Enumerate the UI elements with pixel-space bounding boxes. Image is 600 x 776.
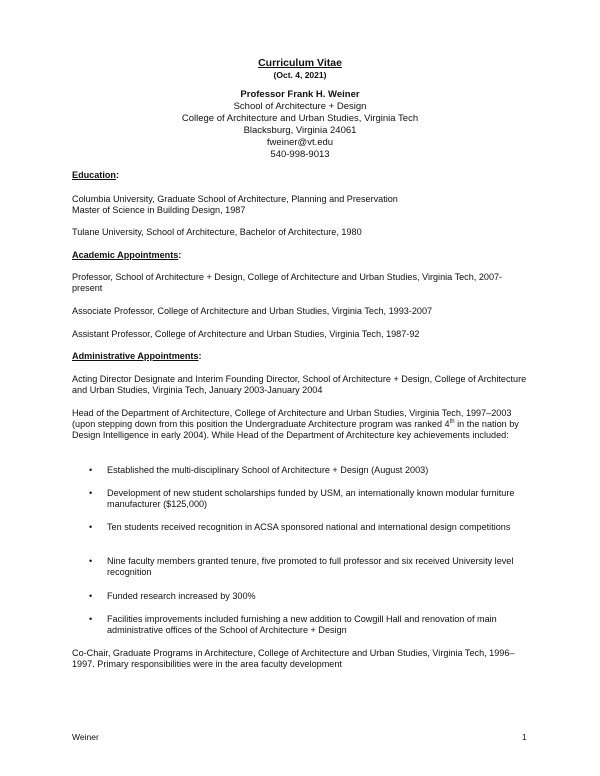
achievements-list [72,591,532,602]
list-item: • Funded research increased by 300% [72,591,532,602]
list-item: • Ten students received recognition in ACSA sponsored national and international design competitions [72,522,532,533]
page-number: 1 [522,732,527,742]
person-name: Professor Frank H. Weiner [240,89,360,100]
academic-entry-text: Professor, School of Architecture + Design, College of Architecture and Urban Studies, Virginia Tech, 2007-present [72,272,503,294]
achievements-list [72,614,532,636]
academic-entry-text: Assistant Professor, College of Architecture and Urban Studies, Virginia Tech, 1987-92 [72,329,420,339]
administrative-heading: Administrative Appointments [72,351,199,361]
education-entry-2-text: Tulane University, School of Architecture, Bachelor of Architecture, 1980 [72,227,362,237]
cochair-entry [72,648,530,670]
document-date: (Oct. 4, 2021) [273,70,327,80]
education-entry-1-line-2: Master of Science in Building Design, 1987 [72,205,246,216]
education-entry-1-line-1: Columbia University, Graduate School of Architecture, Planning and Preservation [72,194,398,204]
administrative-heading-block: Administrative Appointments: [72,351,202,361]
achievements-list [72,522,532,533]
academic-entry-1 [72,272,528,294]
phone: 540-998-9013 [270,149,330,160]
education-heading-block: Education: [72,170,119,180]
footer-name: Weiner [72,732,99,742]
academic-heading-block: Academic Appointments: [72,250,182,260]
department-head-entry [72,408,530,442]
education-entry-2 [72,227,532,238]
achievements-list [72,488,532,510]
cochair-text: Co-Chair, Graduate Programs in Architecture, College of Architecture and Urban Studies, Virginia Tech, 1996–1997. Primary responsibilities were in the area faculty development [72,648,515,670]
department-head-text: Head of the Department of Architecture, College of Architecture and Urban Studies, Virginia Tech, 1997–2003 (upon stepping down from this position the Undergraduate Architecture program was ranked 4th in the nation by Design Intelligence in early 2004). While Head of the Department of Architecture key achievements included: [72,408,519,441]
academic-entry-3 [72,329,532,340]
achievements-list [72,556,532,578]
list-item: • Facilities improvements included furnishing a new addition to Cowgill Hall and renovation of main administrative offices of the School of Architecture + Design [72,614,532,636]
email: fweiner@vt.edu [266,137,334,148]
location: Blacksburg, Virginia 24061 [243,125,357,136]
college-name: College of Architecture and Urban Studies, Virginia Tech [181,113,419,124]
list-item: • Established the multi-disciplinary School of Architecture + Design (August 2003) [72,465,532,476]
education-entry-1 [72,194,532,216]
academic-heading: Academic Appointments [72,250,179,260]
education-heading: Education [72,170,116,180]
school-name: School of Architecture + Design [233,101,367,112]
list-item: • Development of new student scholarships funded by USM, an internationally known modular furniture manufacturer ($125,000) [72,488,532,510]
achievements-list [72,465,532,476]
acting-director-entry [72,374,530,396]
academic-entry-text: Associate Professor, College of Architecture and Urban Studies, Virginia Tech, 1993-2007 [72,306,433,316]
cv-header [0,57,600,161]
academic-entry-2 [72,306,532,317]
list-item: • Nine faculty members granted tenure, five promoted to full professor and six received University level recognition [72,556,532,578]
document-title: Curriculum Vitae [258,57,342,69]
acting-director-text: Acting Director Designate and Interim Founding Director, School of Architecture + Design, College of Architecture and Urban Studies, Virginia Tech, January 2003-January 2004 [72,374,527,396]
